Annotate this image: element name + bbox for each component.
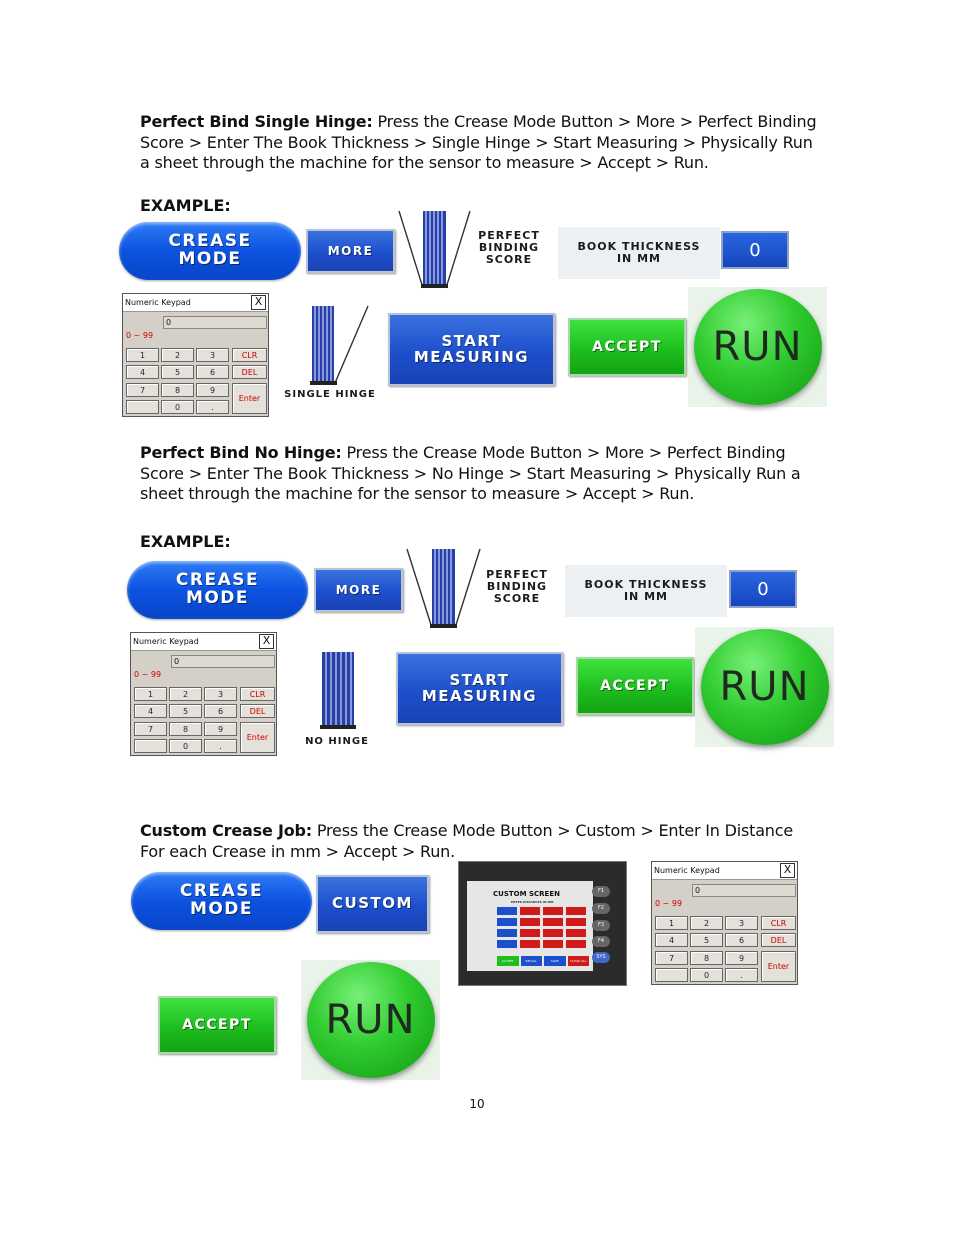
book-thickness-panel — [565, 565, 727, 617]
accept-button[interactable] — [568, 318, 686, 376]
key-7[interactable]: 7 — [655, 951, 688, 965]
close-icon[interactable]: X — [259, 634, 274, 649]
section-1-title: Perfect Bind Single Hinge: — [140, 112, 373, 131]
run-button-frame — [695, 627, 834, 747]
section-1-paragraph — [140, 112, 820, 174]
section-2-text: Press the Crease Mode Button > More > Perfect Binding Score > Enter The Book Thickness > No Hinge > Start Measuring > Physically Run a sheet through the machine for the sensor to measure > Accept > Run. — [140, 443, 801, 503]
custom-screen-grid — [497, 907, 589, 952]
book-thickness-label: BOOK THICKNESS IN MM — [577, 239, 701, 265]
crease-mode-button[interactable] — [131, 872, 312, 930]
custom-screen-cell[interactable] — [543, 918, 563, 926]
custom-screen-cell[interactable] — [520, 918, 540, 926]
no-hinge-label: NO HINGE — [305, 736, 369, 747]
custom-screen-cell[interactable] — [497, 929, 517, 937]
perfect-binding-score-label: PERFECT BINDING SCORE — [478, 229, 540, 267]
start-measuring-button[interactable] — [396, 652, 563, 725]
custom-screen-cell[interactable] — [497, 940, 517, 948]
key-2[interactable]: 2 — [169, 687, 202, 701]
function-key-f1[interactable]: F1 — [592, 886, 610, 897]
perfect-binding-score-label: PERFECT BINDING SCORE — [486, 568, 548, 606]
start-measuring-button[interactable] — [388, 313, 555, 386]
key-clr[interactable]: CLR — [240, 687, 275, 701]
key-1[interactable]: 1 — [134, 687, 167, 701]
custom-screen-cell[interactable] — [520, 907, 540, 915]
custom-screen-device — [458, 861, 627, 986]
start-measuring-label: START MEASURING — [413, 331, 530, 366]
key-9[interactable]: 9 — [725, 951, 758, 965]
more-label: MORE — [327, 243, 374, 258]
crease-mode-button[interactable] — [119, 222, 301, 280]
key-enter[interactable]: Enter — [232, 383, 267, 414]
section-3-paragraph — [140, 821, 820, 862]
key-4[interactable]: 4 — [126, 365, 159, 379]
custom-screen-cell[interactable] — [566, 929, 586, 937]
key-8[interactable]: 8 — [690, 951, 723, 965]
custom-screen-cell[interactable] — [520, 929, 540, 937]
key-enter[interactable]: Enter — [240, 722, 275, 753]
accept-button[interactable] — [158, 996, 276, 1054]
run-button-frame — [688, 287, 827, 407]
single-hinge-icon[interactable] — [308, 303, 370, 385]
key-2[interactable]: 2 — [690, 916, 723, 930]
page-number: 10 — [469, 1097, 485, 1111]
keypad-title-text: Numeric Keypad — [133, 637, 199, 646]
crease-mode-button[interactable] — [127, 561, 308, 619]
accept-mini-button[interactable]: ACCEPT — [497, 956, 519, 966]
keypad-input[interactable]: 0 — [692, 884, 796, 897]
accept-button[interactable] — [576, 657, 694, 715]
custom-screen-cell[interactable] — [497, 907, 517, 915]
run-button[interactable] — [307, 962, 435, 1078]
crease-mode-label: CREASE MODE — [175, 570, 260, 608]
run-button-frame — [301, 960, 440, 1080]
function-key-sys[interactable]: SYS — [592, 952, 610, 963]
section-3-title: Custom Crease Job: — [140, 821, 312, 840]
run-label: RUN — [712, 324, 803, 370]
key-3[interactable]: 3 — [725, 916, 758, 930]
key-clr[interactable]: CLR — [761, 916, 796, 930]
start-measuring-label: START MEASURING — [421, 670, 538, 705]
run-button[interactable] — [701, 629, 829, 745]
custom-screen-cell[interactable] — [566, 918, 586, 926]
crease-mode-label: CREASE MODE — [179, 881, 264, 919]
keypad-title — [123, 294, 268, 312]
custom-screen-cell[interactable] — [566, 907, 586, 915]
key-7[interactable]: 7 — [126, 383, 159, 397]
section-2-example-label: EXAMPLE: — [140, 532, 231, 551]
accept-label: ACCEPT — [182, 1016, 252, 1033]
key-7[interactable]: 7 — [134, 722, 167, 736]
key-blank[interactable] — [126, 400, 159, 414]
run-button[interactable] — [694, 289, 822, 405]
more-button[interactable] — [314, 568, 403, 612]
key-enter[interactable]: Enter — [761, 951, 796, 982]
custom-screen-title: CUSTOM SCREEN — [493, 890, 560, 898]
key-dot[interactable]: . — [196, 400, 229, 414]
key-del[interactable]: DEL — [240, 704, 275, 718]
more-label: MORE — [335, 582, 382, 597]
close-icon[interactable]: X — [780, 863, 795, 878]
perfect-binding-icon[interactable] — [397, 208, 472, 290]
save-mini-button[interactable]: SAVE — [544, 956, 566, 966]
accept-label: ACCEPT — [600, 677, 670, 694]
perfect-binding-icon[interactable] — [405, 546, 482, 630]
function-key-f3[interactable]: F3 — [592, 920, 610, 931]
key-dot[interactable]: . — [725, 968, 758, 982]
key-2[interactable]: 2 — [161, 348, 194, 362]
key-del[interactable]: DEL — [761, 933, 796, 947]
custom-screen-display — [467, 881, 593, 971]
key-5[interactable]: 5 — [161, 365, 194, 379]
keypad-range: 0 ~ 99 — [126, 331, 154, 340]
key-3[interactable]: 3 — [196, 348, 229, 362]
key-8[interactable]: 8 — [169, 722, 202, 736]
run-label: RUN — [719, 664, 810, 710]
key-0[interactable]: 0 — [161, 400, 194, 414]
key-1[interactable]: 1 — [655, 916, 688, 930]
function-key-f4[interactable]: F4 — [592, 936, 610, 947]
more-button[interactable] — [306, 229, 395, 273]
section-3-text: Press the Crease Mode Button > Custom > Enter In Distance For each Crease in mm > Accept > Run. — [140, 821, 793, 861]
key-del[interactable]: DEL — [232, 365, 267, 379]
key-6[interactable]: 6 — [204, 704, 237, 718]
custom-screen-cell[interactable] — [543, 929, 563, 937]
custom-screen-cell[interactable] — [543, 907, 563, 915]
key-0[interactable]: 0 — [169, 739, 202, 753]
key-5[interactable]: 5 — [169, 704, 202, 718]
key-blank[interactable] — [134, 739, 167, 753]
section-2-title: Perfect Bind No Hinge: — [140, 443, 342, 462]
book-thickness-panel — [558, 227, 720, 279]
keypad-title-text: Numeric Keypad — [654, 866, 720, 875]
function-key-f2[interactable]: F2 — [592, 903, 610, 914]
book-thickness-value[interactable]: 0 — [721, 231, 789, 269]
keypad-range: 0 ~ 99 — [655, 899, 683, 908]
key-5[interactable]: 5 — [690, 933, 723, 947]
clear-all-mini-button[interactable]: CLEAR ALL — [568, 956, 590, 966]
key-blank[interactable] — [655, 968, 688, 982]
custom-screen-bottom-row — [497, 956, 589, 966]
key-clr[interactable]: CLR — [232, 348, 267, 362]
custom-button[interactable] — [316, 875, 429, 933]
book-thickness-value[interactable]: 0 — [729, 570, 797, 608]
key-0[interactable]: 0 — [690, 968, 723, 982]
accept-label: ACCEPT — [592, 338, 662, 355]
keypad-range: 0 ~ 99 — [134, 670, 162, 679]
numeric-keypad — [130, 632, 277, 756]
custom-screen-subtitle: ENTER DISTANCES IN MM — [511, 900, 554, 904]
no-hinge-icon[interactable] — [318, 650, 358, 730]
keypad-input[interactable]: 0 — [163, 316, 267, 329]
run-label: RUN — [325, 997, 416, 1043]
close-icon[interactable]: X — [251, 295, 266, 310]
key-9[interactable]: 9 — [196, 383, 229, 397]
custom-screen-cell[interactable] — [566, 940, 586, 948]
recall-mini-button[interactable]: RECALL — [521, 956, 543, 966]
key-4[interactable]: 4 — [134, 704, 167, 718]
key-6[interactable]: 6 — [725, 933, 758, 947]
key-1[interactable]: 1 — [126, 348, 159, 362]
key-4[interactable]: 4 — [655, 933, 688, 947]
keypad-title-text: Numeric Keypad — [125, 298, 191, 307]
custom-screen-cell[interactable] — [497, 918, 517, 926]
key-6[interactable]: 6 — [196, 365, 229, 379]
numeric-keypad — [651, 861, 798, 985]
book-thickness-label: BOOK THICKNESS IN MM — [584, 577, 708, 603]
custom-label: CUSTOM — [332, 894, 413, 913]
keypad-input[interactable]: 0 — [171, 655, 275, 668]
custom-screen-cell[interactable] — [520, 940, 540, 948]
key-9[interactable]: 9 — [204, 722, 237, 736]
keypad-title — [652, 862, 797, 880]
crease-mode-label: CREASE MODE — [168, 231, 252, 269]
keypad-title — [131, 633, 276, 651]
key-dot[interactable]: . — [204, 739, 237, 753]
numeric-keypad — [122, 293, 269, 417]
section-2-paragraph — [140, 443, 820, 505]
key-3[interactable]: 3 — [204, 687, 237, 701]
single-hinge-label: SINGLE HINGE — [284, 389, 376, 400]
custom-screen-cell[interactable] — [543, 940, 563, 948]
section-1-text: Press the Crease Mode Button > More > Perfect Binding Score > Enter The Book Thickness > Single Hinge > Start Measuring > Physically Run a sheet through the machine for the sensor to measure > Accept > Run. — [140, 112, 817, 172]
section-1-example-label: EXAMPLE: — [140, 196, 231, 215]
key-8[interactable]: 8 — [161, 383, 194, 397]
